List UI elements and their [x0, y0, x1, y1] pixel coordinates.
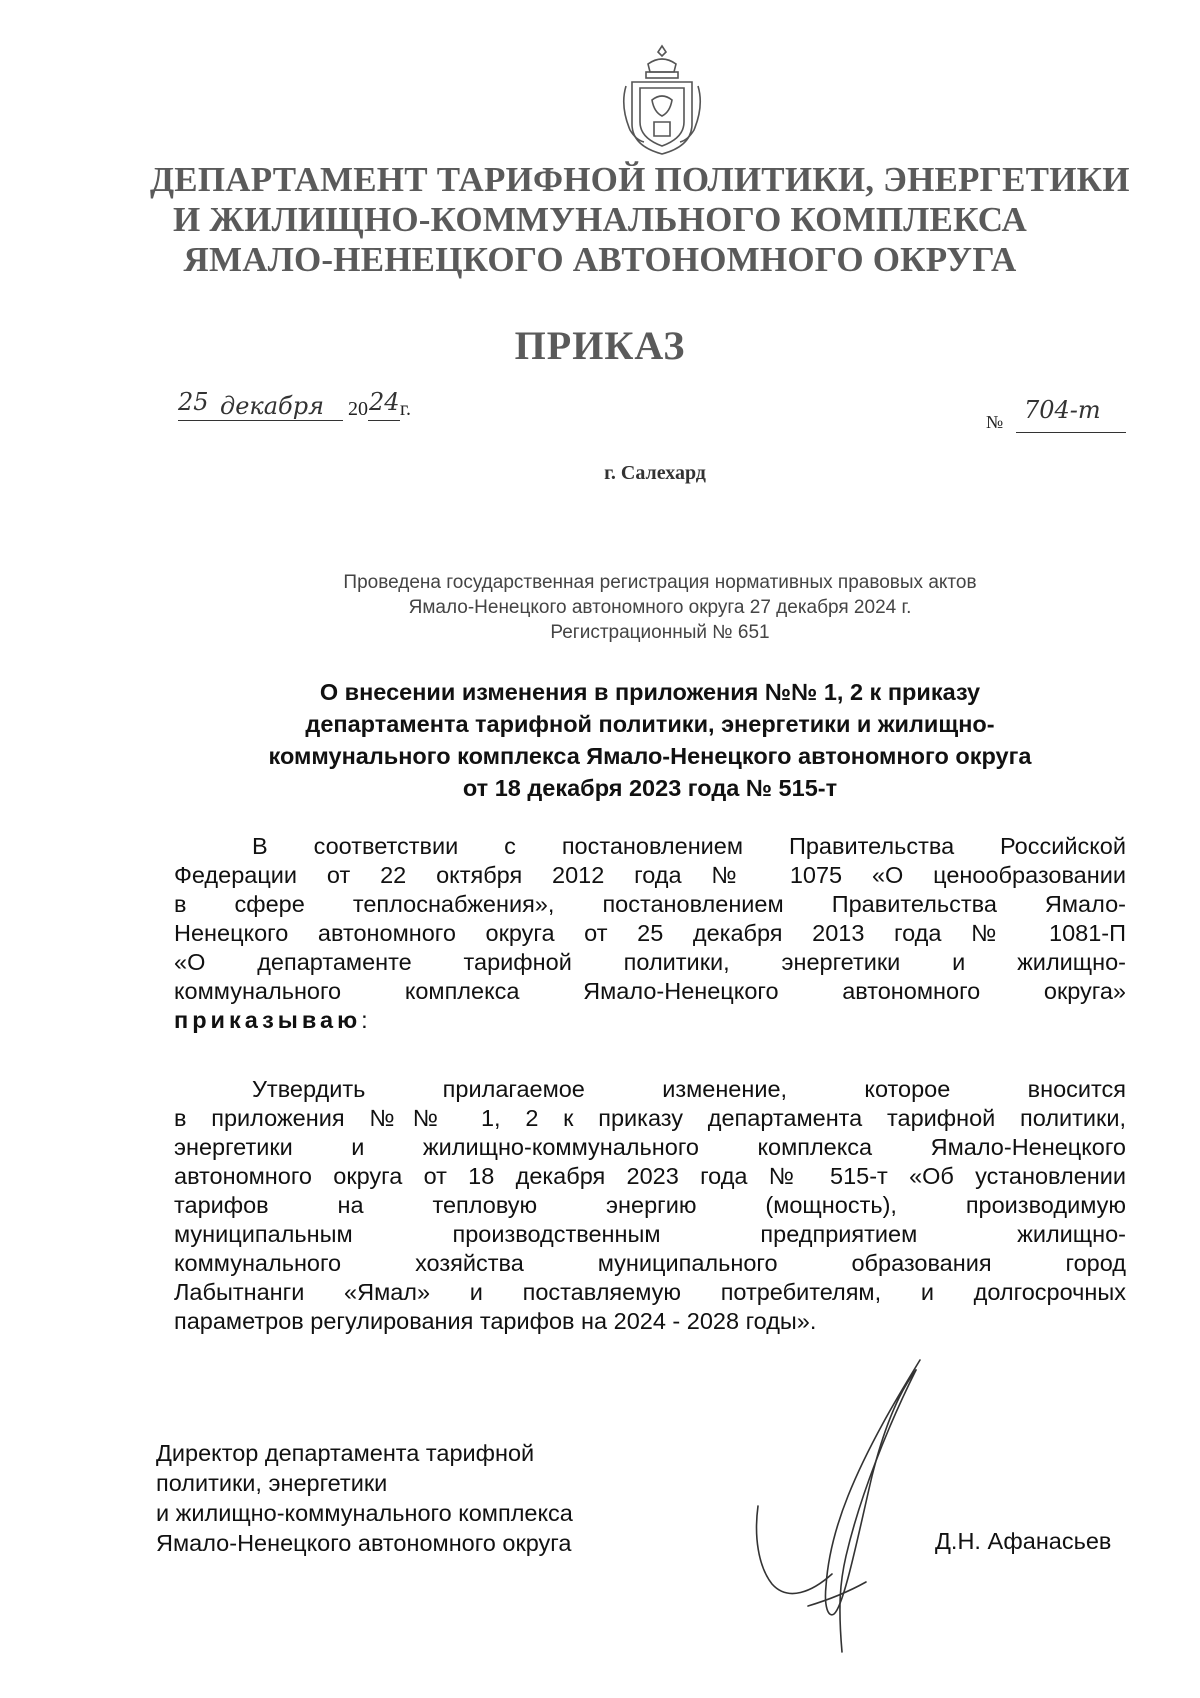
number-value: 704-т	[1024, 396, 1101, 424]
position-line-3: и жилищно-коммунального комплекса	[156, 1500, 573, 1526]
order-word: приказываю	[174, 1007, 362, 1033]
preamble-paragraph	[174, 832, 1126, 1035]
registration-note	[200, 570, 1120, 645]
date-year-prefix: 20	[348, 398, 368, 420]
date-year-suffix: г.	[400, 398, 411, 420]
document-type: ПРИКАЗ	[514, 323, 686, 368]
resolution-line: в приложения №№ 1, 2 к приказу департамента тарифной политики,	[174, 1105, 1126, 1131]
resolution-line: параметров регулирования тарифов на 2024 - 2028 годы».	[174, 1308, 817, 1334]
date-month: декабря	[220, 392, 324, 420]
title-line-3: коммунального комплекса Ямало-Ненецкого автономного округа	[268, 743, 1032, 769]
signatory-name: Д.Н. Афанасьев	[935, 1528, 1112, 1554]
preamble-line: В соответствии с постановлением Правительства Российской	[252, 833, 1126, 859]
title-line-4: от 18 декабря 2023 года № 515-т	[462, 775, 838, 801]
date-day: 25	[178, 388, 209, 416]
resolution-line: тарифов на тепловую энергию (мощность), производимую	[174, 1192, 1126, 1218]
resolution-line: муниципальным производственным предприятием жилищно-	[174, 1221, 1126, 1247]
registration-line-2: Ямало-Ненецкого автономного округа 27 декабря 2024 г.	[408, 597, 912, 618]
position-line-4: Ямало-Ненецкого автономного округа	[156, 1530, 572, 1556]
resolution-line: коммунального хозяйства муниципального образования город	[174, 1250, 1126, 1276]
coat-of-arms-emblem	[618, 42, 706, 162]
resolution-paragraph	[174, 1075, 1126, 1336]
header-line-2: И ЖИЛИЩНО-КОММУНАЛЬНОГО КОМПЛЕКСА	[173, 200, 1027, 239]
position-line-2: политики, энергетики	[156, 1470, 388, 1496]
handwritten-signature	[748, 1356, 948, 1656]
document-title	[175, 676, 1125, 804]
number-label: №	[986, 412, 1004, 432]
header-line-3: ЯМАЛО-НЕНЕЦКОГО АВТОНОМНОГО ОКРУГА	[183, 240, 1017, 279]
preamble-line: Федерации от 22 октября 2012 года № 1075 «О ценообразовании	[174, 862, 1126, 888]
department-header	[150, 160, 1130, 280]
preamble-line: Ненецкого автономного округа от 25 декабря 2013 года № 1081-П	[174, 920, 1126, 946]
position-line-1: Директор департамента тарифной	[156, 1440, 535, 1466]
header-line-1: ДЕПАРТАМЕНТ ТАРИФНОЙ ПОЛИТИКИ, ЭНЕРГЕТИКИ	[150, 160, 1130, 199]
registration-line-3: Регистрационный № 651	[550, 622, 770, 643]
order-colon: :	[361, 1007, 368, 1033]
preamble-line: в сфере теплоснабжения», постановлением Правительства Ямало-	[174, 891, 1126, 917]
date-year: 24	[369, 388, 400, 416]
city: г. Салехард	[604, 462, 706, 484]
order-word-line	[174, 1006, 1126, 1035]
resolution-line: энергетики и жилищно-коммунального комплекса Ямало-Ненецкого	[174, 1134, 1126, 1160]
order-number	[986, 396, 1126, 440]
title-line-1: О внесении изменения в приложения №№ 1, 2 к приказу	[319, 679, 981, 705]
resolution-line: автономного округа от 18 декабря 2023 года № 515-т «Об установлении	[174, 1163, 1126, 1189]
registration-line-1: Проведена государственная регистрация нормативных правовых актов	[343, 572, 977, 593]
preamble-line: «О департаменте тарифной политики, энергетики и жилищно-	[174, 949, 1126, 975]
resolution-line: Лабытнанги «Ямал» и поставляемую потребителям, и долгосрочных	[174, 1279, 1126, 1305]
signatory-position	[156, 1438, 716, 1558]
preamble-line: коммунального комплекса Ямало-Ненецкого автономного округа»	[174, 978, 1126, 1004]
resolution-line: Утвердить прилагаемое изменение, которое вносится	[252, 1076, 1126, 1102]
title-line-2: департамента тарифной политики, энергетики и жилищно-	[305, 711, 995, 737]
order-date	[178, 388, 478, 434]
